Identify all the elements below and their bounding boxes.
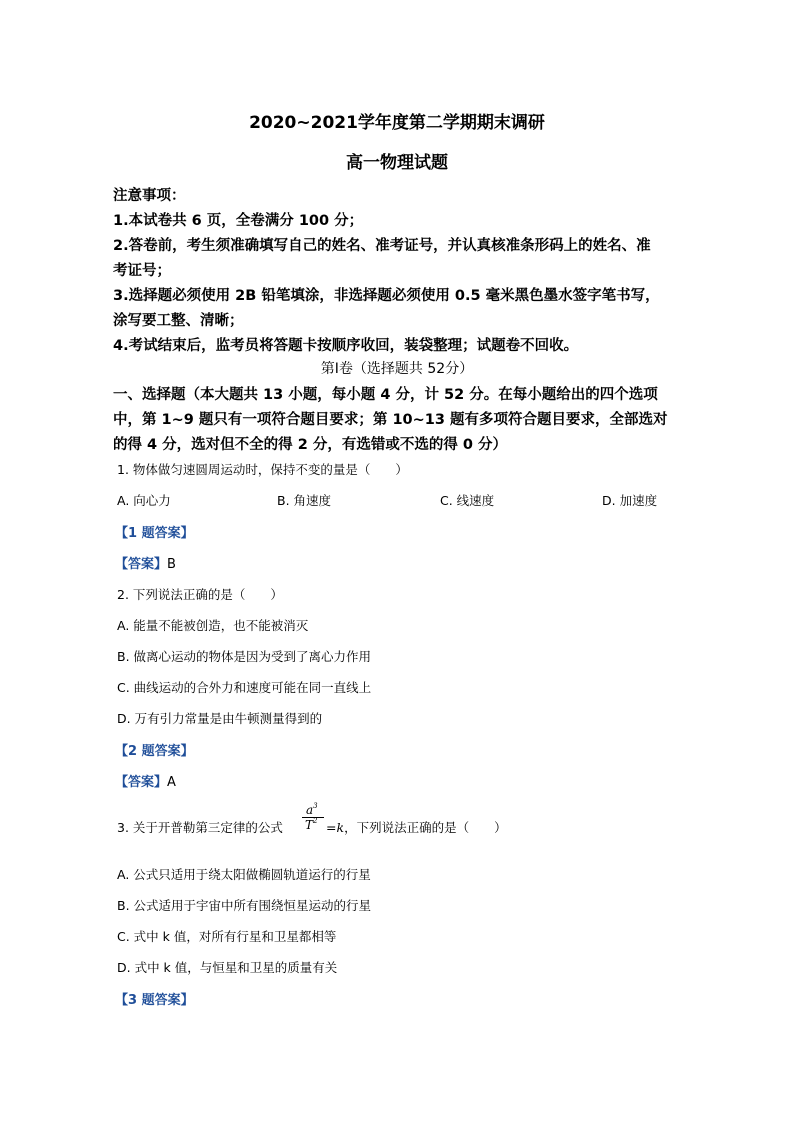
question-1-option-a: A. 向心力	[117, 493, 171, 508]
section-intro-line: 一、选择题（本大题共 13 小题，每小题 4 分，计 52 分。在每小题给出的四个选项	[113, 387, 658, 403]
question-3-option-c: C. 式中 k 值，对所有行星和卫星都相等	[117, 929, 337, 944]
notes-line: 3.选择题必须使用 2B 铅笔填涂，非选择题必须使用 0.5 毫米黑色墨水签字笔书写，	[113, 288, 660, 304]
kepler-formula-fraction	[302, 803, 326, 837]
question-1-option-d: D. 加速度	[602, 493, 658, 508]
notes-line: 考证号；	[113, 263, 171, 279]
question-3-answer-tag: 【3 题答案】	[115, 993, 194, 1008]
question-3-option-d: D. 式中 k 值，与恒星和卫星的质量有关	[117, 960, 338, 975]
formula-denominator-exp: 2	[313, 817, 318, 825]
answer-label: 【答案】	[115, 775, 168, 790]
question-1-answer	[115, 553, 176, 572]
exam-subtitle: 高一物理试题	[346, 153, 448, 173]
notes-line: 4.考试结束后，监考员将答题卡按顺序收回，装袋整理；试题卷不回收。	[113, 338, 579, 354]
question-2-option-d: D. 万有引力常量是由牛顿测量得到的	[117, 711, 323, 726]
question-1-answer-tag: 【1 题答案】	[115, 526, 194, 541]
notes-heading: 注意事项：	[113, 188, 186, 204]
section-intro-line: 的得 4 分，选对但不全的得 2 分，有选错或不选的得 0 分）	[113, 437, 508, 453]
formula-denominator: T	[305, 818, 314, 832]
formula-rhs: =k	[326, 820, 345, 835]
question-1-option-c: C. 线速度	[440, 493, 495, 508]
question-3-stem-after	[326, 818, 507, 836]
answer-label: 【答案】	[115, 557, 168, 572]
formula-numerator: a	[306, 803, 314, 817]
notes-line: 涂写要工整、清晰；	[113, 313, 244, 329]
question-1-stem: 1. 物体做匀速圆周运动时，保持不变的量是（ ）	[117, 462, 408, 477]
question-2-option-a: A. 能量不能被创造，也不能被消灭	[117, 618, 309, 633]
question-2-stem: 2. 下列说法正确的是（ ）	[117, 587, 283, 602]
formula-numerator-exp: 3	[313, 802, 318, 810]
section-intro-line: 中，第 1~9 题只有一项符合题目要求；第 10~13 题有多项符合题目要求，全部选对	[113, 412, 668, 428]
notes-line: 1.本试卷共 6 页，全卷满分 100 分；	[113, 213, 364, 229]
exam-title: 2020~2021学年度第二学期期末调研	[249, 113, 545, 133]
answer-value: A	[167, 775, 176, 790]
question-2-option-b: B. 做离心运动的物体是因为受到了离心力作用	[117, 649, 372, 664]
answer-value: B	[167, 557, 176, 572]
question-1-option-b: B. 角速度	[277, 493, 332, 508]
question-3-option-b: B. 公式适用于宇宙中所有围绕恒星运动的行星	[117, 898, 372, 913]
notes-line: 2.答卷前，考生须准确填写自己的姓名、准考证号，并认真核准条形码上的姓名、准	[113, 238, 651, 254]
stem-after: ，下列说法正确的是（ ）	[344, 820, 507, 835]
question-2-answer-tag: 【2 题答案】	[115, 744, 194, 759]
question-3-option-a: A. 公式只适用于绕太阳做椭圆轨道运行的行星	[117, 867, 371, 882]
question-3-stem-before: 3. 关于开普勒第三定律的公式	[117, 820, 283, 835]
section-title: 第Ⅰ卷（选择题共 52分）	[320, 361, 474, 377]
question-2-answer	[115, 771, 176, 790]
question-2-option-c: C. 曲线运动的合外力和速度可能在同一直线上	[117, 680, 372, 695]
